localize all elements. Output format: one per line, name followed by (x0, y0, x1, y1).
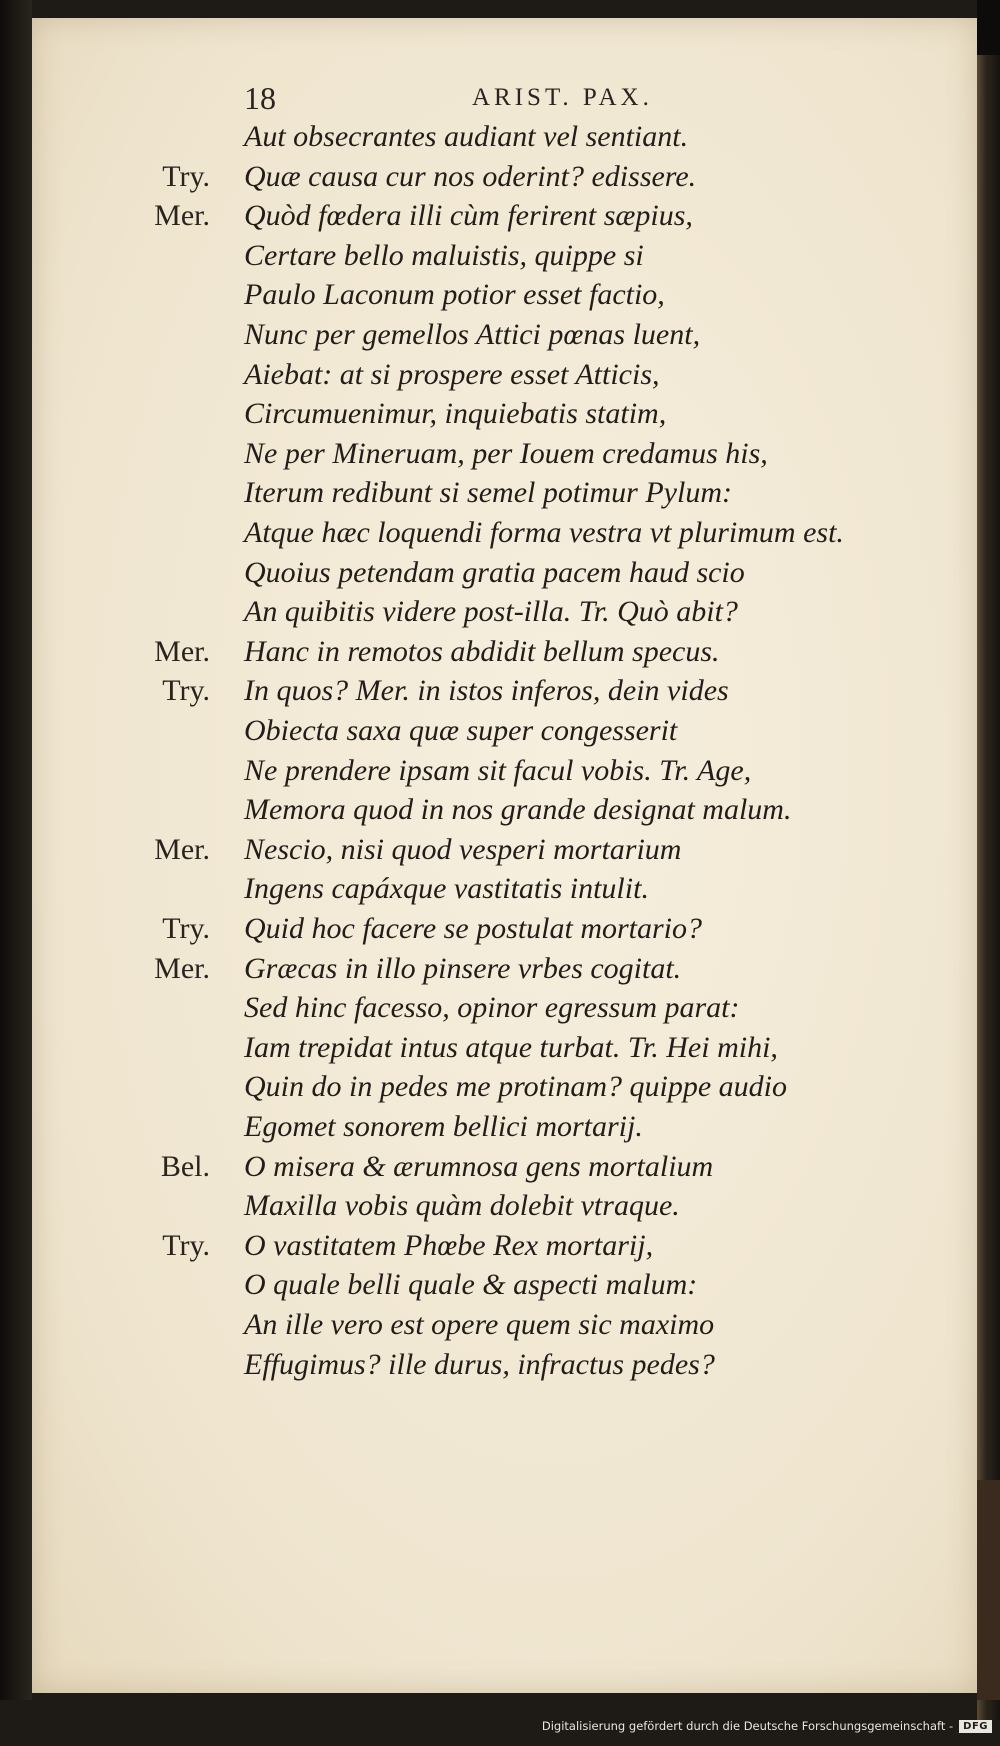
speaker-label: Mer. (154, 832, 210, 866)
verse-line (32, 1268, 992, 1308)
speaker-label: Mer. (154, 199, 210, 233)
verse-line (32, 397, 992, 437)
page-number: 18 (244, 80, 276, 116)
verse-line (32, 833, 992, 873)
verse-text: Iam trepidat intus atque turbat. Tr. Hei mihi, (244, 1030, 778, 1064)
verse-line (32, 556, 992, 596)
verse-text: Hanc in remotos abdidit bellum specus. (244, 634, 720, 668)
verse-line (32, 1189, 992, 1229)
verse-line (32, 358, 992, 398)
verse-text: Memora quod in nos grande designat malum. (244, 793, 792, 827)
speaker-label: Mer. (154, 634, 210, 668)
verse-text: Obiecta saxa quæ super congesserit (244, 714, 678, 747)
verse-text: O misera & ærumnosa gens mortalium (244, 1149, 714, 1183)
verse-line (32, 714, 992, 754)
verse-text: In quos? Mer. in istos inferos, dein vides (244, 674, 729, 708)
verse-line (32, 1229, 992, 1269)
verse-text: Quæ causa cur nos oderint? edissere. (244, 159, 697, 193)
verse-text: Ingens capáxque vastitatis intulit. (244, 872, 649, 906)
verse-text: O quale belli quale & aspecti malum: (244, 1268, 698, 1302)
verse-text: Aiebat: at si prospere esset Atticis, (244, 357, 660, 391)
verse-line (32, 476, 992, 516)
verse-text: Quin do in pedes me protinam? quippe audio (244, 1070, 788, 1104)
verse-line (32, 1070, 992, 1110)
verse-text: Quòd fœdera illi cùm ferirent sæpius, (244, 199, 693, 233)
verse-line (32, 635, 992, 675)
verse-line (32, 595, 992, 635)
speaker-label: Try. (162, 159, 210, 193)
verse-line (32, 1110, 992, 1150)
verse-line (32, 239, 992, 279)
verse-line (32, 437, 992, 477)
verse-line (32, 516, 992, 556)
verse-text: Paulo Laconum potior esset factio, (244, 278, 665, 312)
footer-credit: Digitalisierung gefördert durch die Deutsche Forschungsgemeinschaft - (541, 1719, 954, 1733)
verse-text: Iterum redibunt si semel potimur Pylum: (244, 476, 732, 510)
verse-text: Græcas in illo pinsere vrbes cogitat. (244, 951, 682, 985)
verse-line (32, 199, 992, 239)
verse-line (32, 793, 992, 833)
verse-text: Sed hinc facesso, opinor egressum parat: (244, 991, 740, 1025)
verse-line (32, 872, 992, 912)
verse-line (32, 278, 992, 318)
verse-text: Nescio, nisi quod vesperi mortarium (244, 832, 682, 866)
verse-text: Ne per Mineruam, per Iouem credamus his, (244, 436, 768, 470)
verse-text: Egomet sonorem bellici mortarij. (244, 1110, 643, 1143)
verse-text: Effugimus? ille durus, infractus pedes? (244, 1347, 715, 1381)
verse-text: Ne prendere ipsam sit facul vobis. Tr. Age, (244, 753, 752, 787)
verse-line (32, 754, 992, 794)
verse-line (32, 674, 992, 714)
verse-text: Quoius petendam gratia pacem haud scio (244, 555, 745, 589)
verse-line (32, 912, 992, 952)
dfg-logo: DFG (959, 1720, 992, 1733)
left-page-shadow (0, 0, 32, 1700)
verse-text: An quibitis videre post-illa. Tr. Quò abit? (244, 595, 738, 629)
verse-line (32, 1348, 992, 1388)
running-head: ARIST. PAX. (472, 84, 653, 111)
speaker-label: Try. (162, 1228, 210, 1262)
verse-line (32, 991, 992, 1031)
verse-text: Quid hoc facere se postulat mortario? (244, 912, 703, 945)
verse-text: An ille vero est opere quem sic maximo (244, 1308, 715, 1341)
verse-text: Circumuenimur, inquiebatis statim, (244, 397, 667, 431)
speaker-label: Try. (162, 674, 210, 708)
speaker-label: Mer. (154, 951, 210, 985)
verse-text: O vastitatem Phœbe Rex mortarij, (244, 1228, 654, 1262)
verse-text: Maxilla vobis quàm dolebit vtraque. (244, 1189, 680, 1223)
verse-text: Aut obsecrantes audiant vel sentiant. (244, 120, 689, 153)
verse-line (32, 318, 992, 358)
right-page-edge (977, 0, 1000, 1720)
book-page (32, 18, 977, 1693)
verse-line (32, 1031, 992, 1071)
verse-line (32, 160, 992, 200)
verse-text: Atque hæc loquendi forma vestra vt plurimum est. (244, 516, 844, 549)
verse-text: Certare bello maluistis, quippe si (244, 238, 644, 272)
speaker-label: Try. (162, 912, 210, 945)
speaker-label: Bel. (160, 1149, 210, 1183)
verse-text: Nunc per gemellos Attici pœnas luent, (244, 318, 701, 351)
digitization-footer (542, 1713, 992, 1739)
verse-line (32, 1150, 992, 1190)
verse-line (32, 952, 992, 992)
verse-line (32, 120, 992, 160)
verse-line (32, 1308, 992, 1348)
